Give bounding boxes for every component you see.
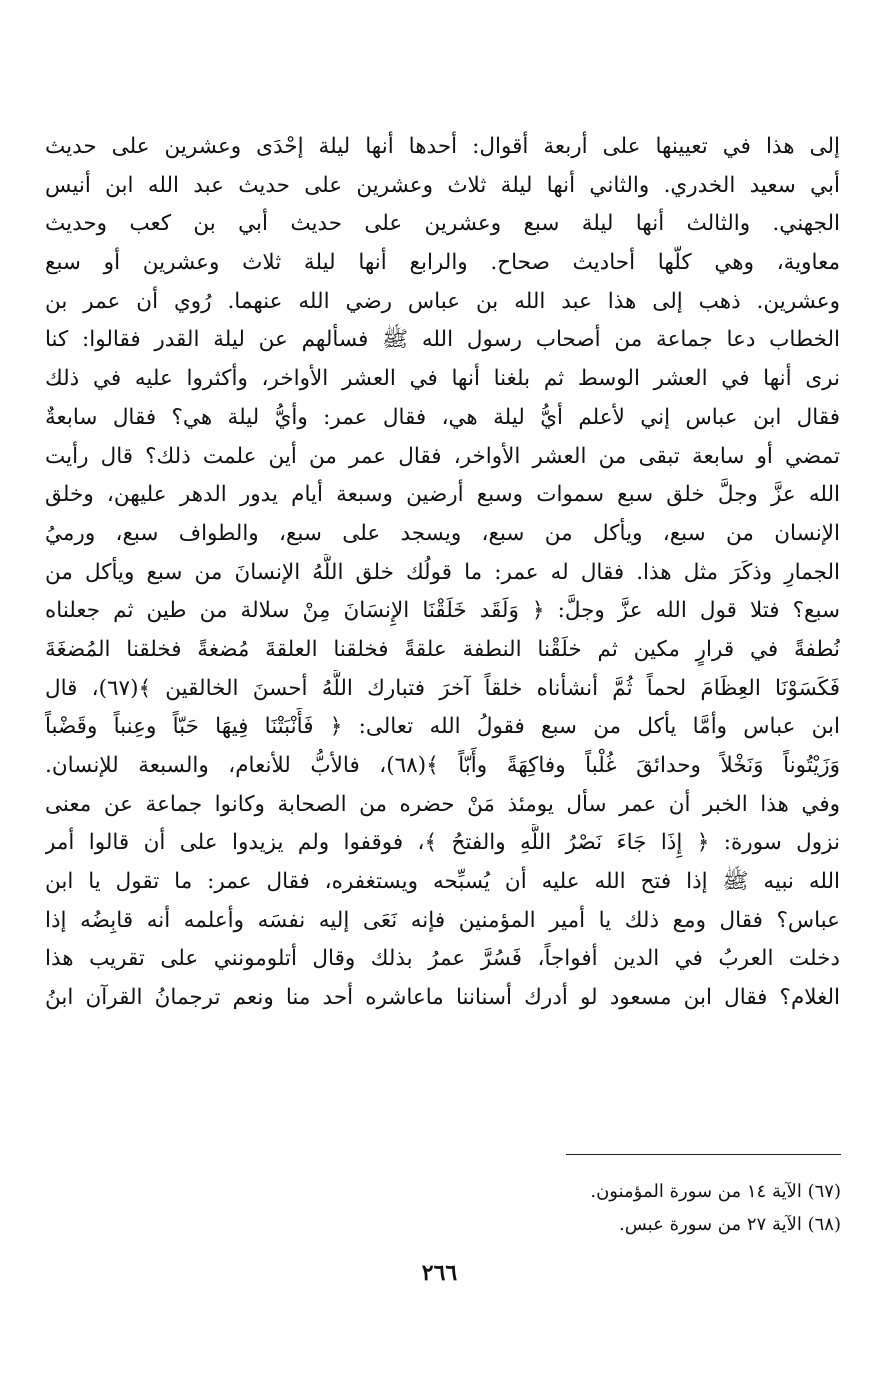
page-number: ٢٦٦ xyxy=(421,1260,458,1286)
text-line: الغلام؟ فقال ابن مسعود لو أدرك أسناننا ماعاشره أحد منا ونعم ترجمانُ القرآن ابنُ xyxy=(45,985,840,1011)
footnotes xyxy=(300,1175,841,1241)
main-text-block xyxy=(45,128,840,1018)
text-line: الجمارِ وذكَرَ مثل هذا. فقال له عمر: ما قولُك خلق اللَّهُ الإنسانَ من سبع ويأكل من xyxy=(45,559,840,585)
footnote-divider xyxy=(566,1154,841,1155)
text-line: سبع؟ فتلا قول الله عزَّ وجلَّ: ﴿ وَلَقَد خَلَقْنَا الإِنسَانَ مِنْ سلالة من طين ثم جعلناه xyxy=(45,598,840,624)
text-line: وفي هذا الخبر أن عمر سأل يومئذ مَنْ حضره من الصحابة وكانوا جماعة عن معنى xyxy=(45,791,840,817)
text-line: دخلت العربُ في الدين أفواجاً، فَسُرَّ عمرُ بذلك وقال أتلومونني على تقريب هذا xyxy=(45,946,840,972)
text-line: الإنسان من سبع، ويأكل من سبع، ويسجد على سبع، والطواف سبع، ورميُ xyxy=(45,520,840,546)
text-line: وعشرين. ذهب إلى هذا عبد الله بن عباس رضي الله عنهما. رُوي أن عمر بن xyxy=(45,288,840,314)
text-line: نُطفةً في قرارٍ مكين ثم خلَقْنا النطفة علقةً فخلقنا العلقةَ مُضغةً فخلقنا المُضغَةَ xyxy=(45,636,840,662)
text-line: الخطاب دعا جماعة من أصحاب رسول الله ﷺ فسألهم عن ليلة القدر فقالوا: كنا xyxy=(45,327,840,353)
text-line: نزول سورة: ﴿ إِذَا جَاءَ نَصْرُ اللَّهِ والفتحُ ﴾، فوقفوا ولم يزيدوا على أن قالوا أمر xyxy=(45,830,840,856)
text-line: الله عزَّ وجلَّ خلق سبع سموات وسبع أرضين وسبعة أيام يدور الدهر عليهن، وخلق xyxy=(45,482,840,508)
text-line: معاوية، وهي كلّها أحاديث صحاح. والرابع أنها ليلة ثلاث وعشرين أو سبع xyxy=(45,250,840,276)
text-line: وَزَيْتُوناً وَنَخْلاً وحدائقَ غُلْباً وفاكِهَةً وأَبّاً ﴾(٦٨)، فالأبُّ للأنعام، والسبعة للإنسان. xyxy=(45,753,840,778)
text-line: ابن عباس وأمَّا يأكل من سبع فقولُ الله تعالى: ﴿ فَأَنْبَتْنَا فِيهَا حَبّاً وعِنباً وقَضْباً xyxy=(45,714,840,740)
text-line: نرى أنها في العشر الوسط ثم بلغنا أنها في العشر الأواخر، وأكثروا عليه في ذلك xyxy=(45,366,840,392)
text-line: أبي سعيد الخدري. والثاني أنها ليلة ثلاث وعشرين على حديث عبد الله ابن أنيس xyxy=(45,172,840,198)
text-line: فقال ابن عباس إني لأعلم أيُّ ليلة هي، فقال عمر: وأيُّ ليلة هي؟ فقال سابعةٌ xyxy=(45,404,840,430)
footnote-67: (٦٧) الآية ١٤ من سورة المؤمنون. xyxy=(590,1181,841,1202)
footnote-68: (٦٨) الآية ٢٧ من سورة عبس. xyxy=(619,1214,841,1235)
text-line: الجهني. والثالث أنها ليلة سبع وعشرين على حديث أبي بن كعب وحديث xyxy=(45,211,840,237)
text-line: تمضي أو سابعة تبقى من العشر الأواخر، فقال عمر من أين علمت ذلك؟ قال رأيت xyxy=(45,443,840,469)
text-line: عباس؟ فقال ومع ذلك يا أمير المؤمنين فإنه نَعَى إليه نفسَه وأعلمه أنه قابِضُه إذا xyxy=(45,907,840,933)
text-line: الله نبيه ﷺ إذا فتح الله عليه أن يُسبِّحه ويستغفره، فقال عمر: ما تقول يا ابن xyxy=(45,869,840,895)
text-line: إلى هذا في تعيينها على أربعة أقوال: أحدها أنها ليلة إحْدَى وعشرين على حديث xyxy=(45,134,840,159)
text-line: فَكَسَوْنَا العِظَامَ لحماً ثُمَّ أنشأناه خلقاً آخرَ فتبارك اللَّهُ أحسنَ الخالقين ﴾(٦٧)، قال xyxy=(45,675,840,701)
